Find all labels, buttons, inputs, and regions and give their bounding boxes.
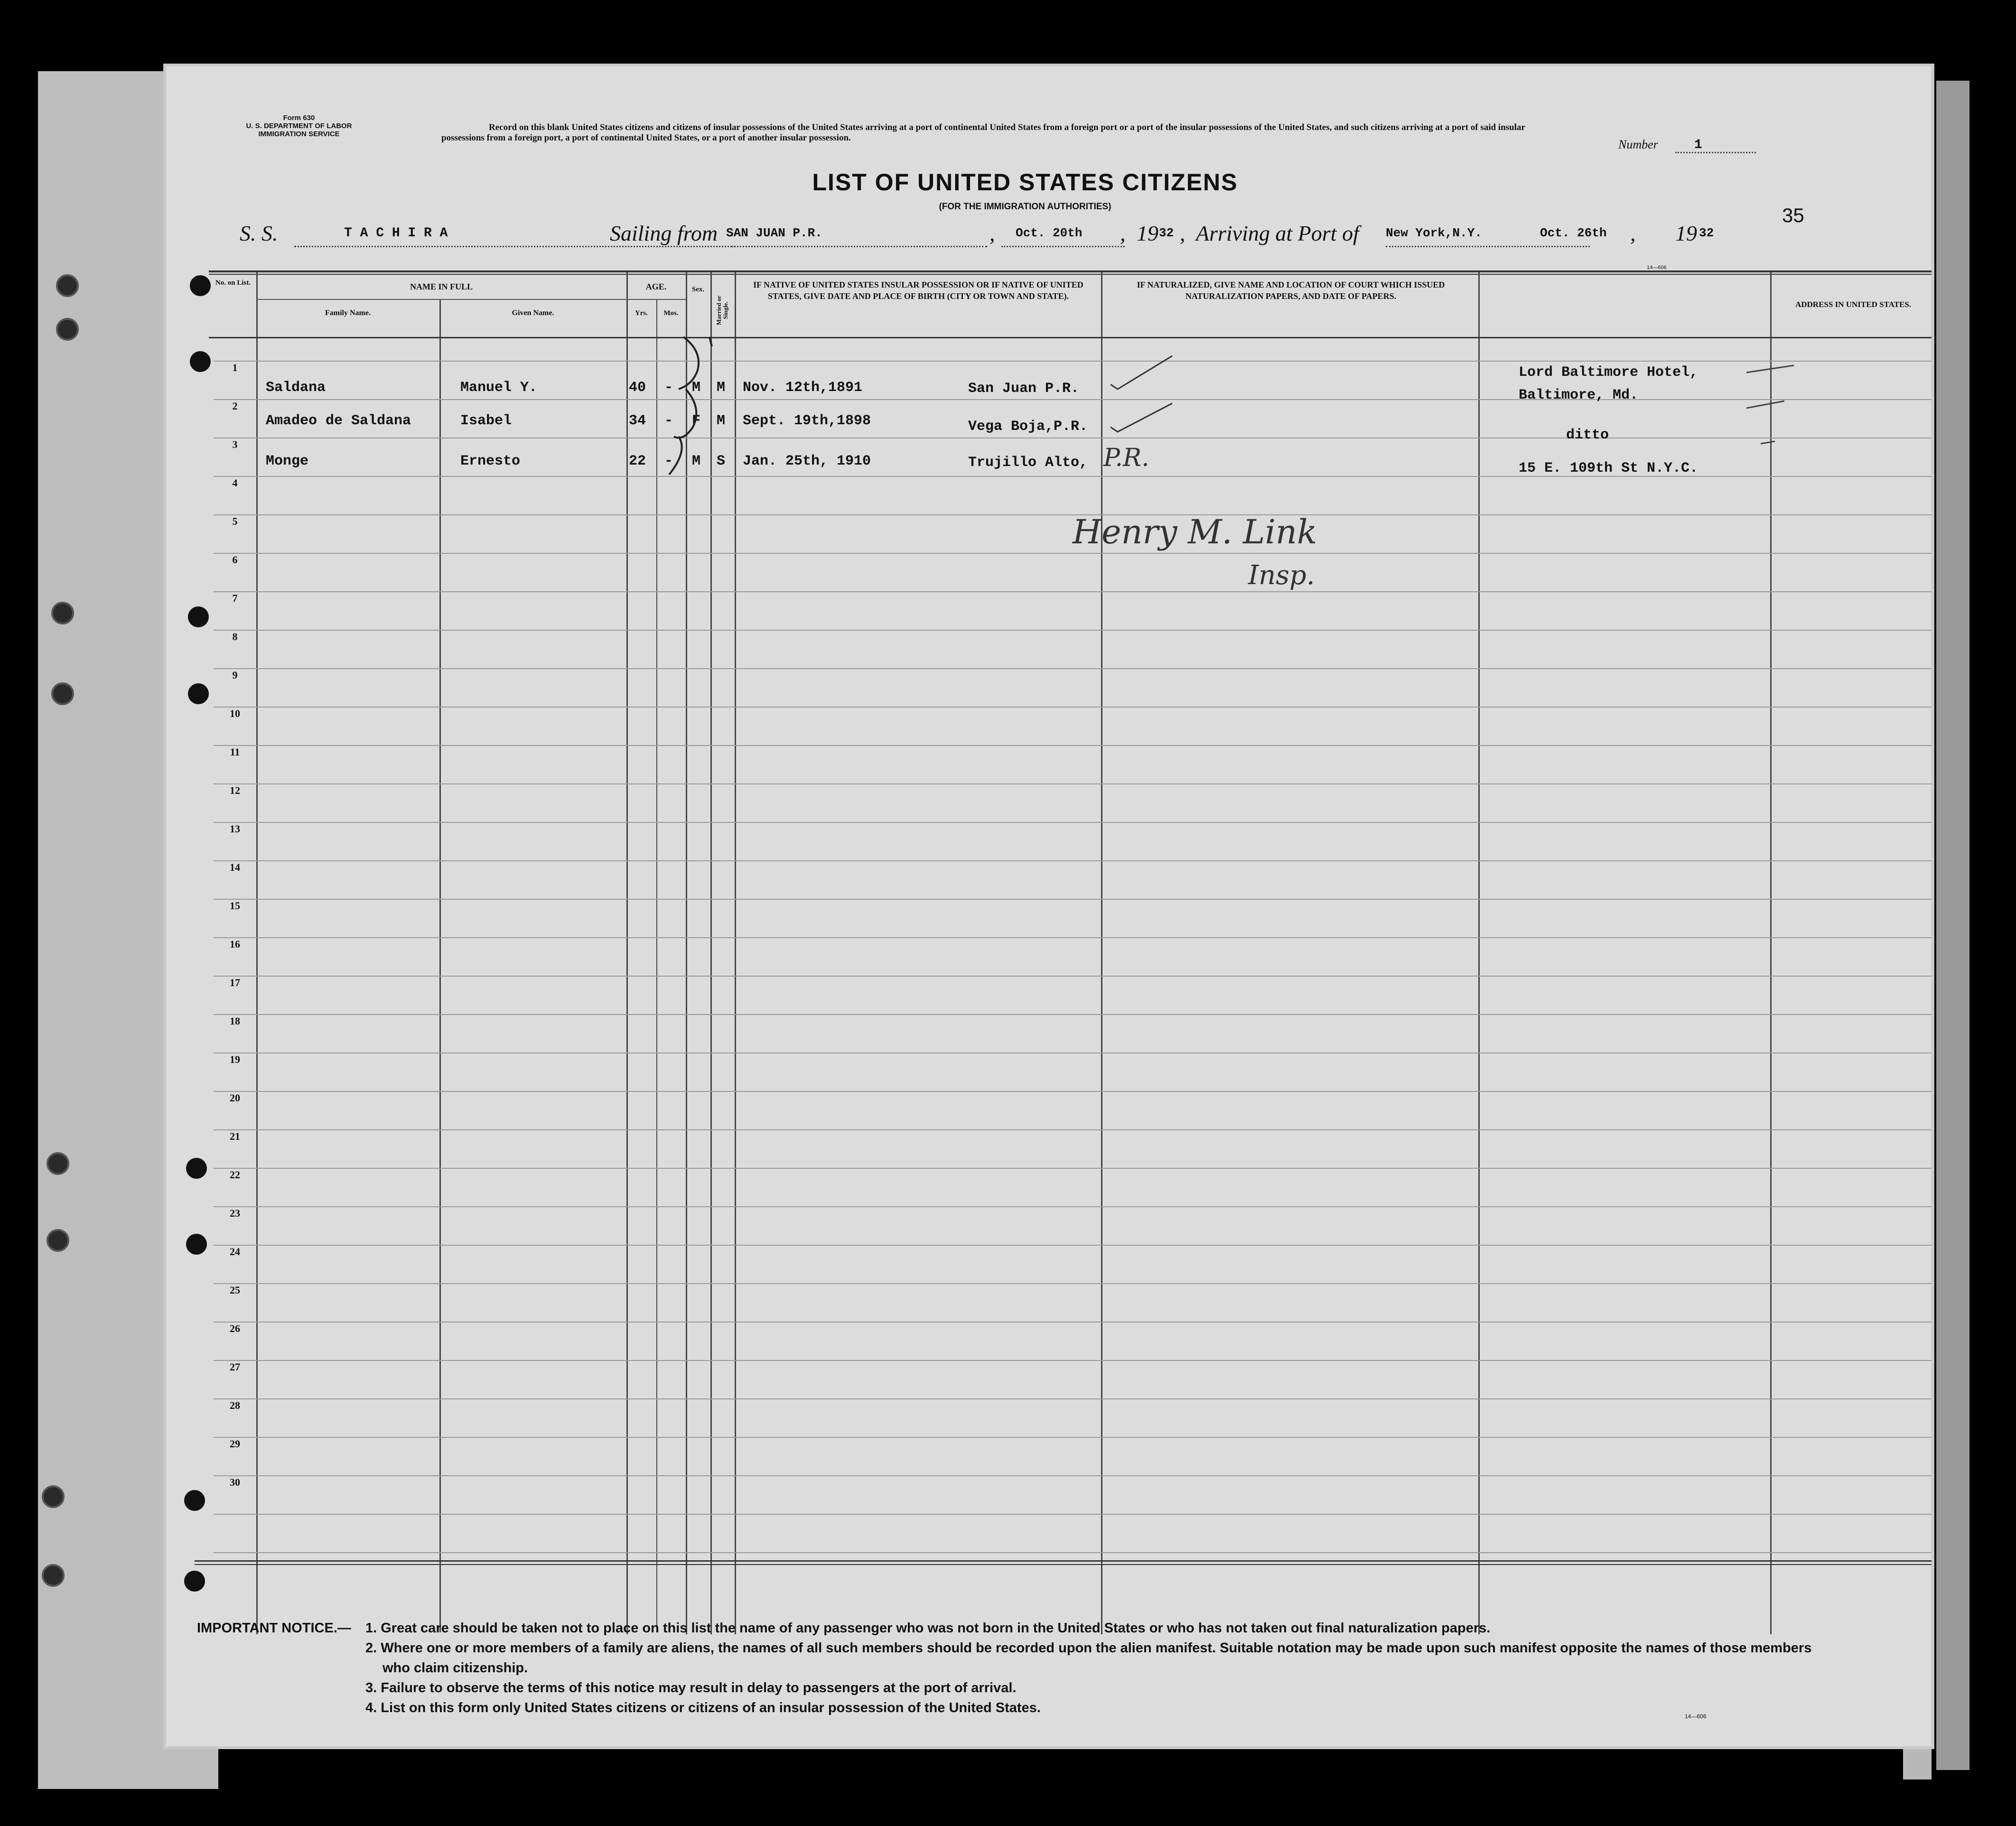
row-number: 15 <box>230 900 240 912</box>
print-code: 14—606 <box>1647 265 1667 270</box>
row-1-family-name: Saldana <box>266 380 326 396</box>
ruled-line <box>214 630 1932 631</box>
row-4-address: 15 E. 109th St N.Y.C. <box>1519 460 1699 476</box>
ruled-line <box>214 1514 1932 1515</box>
sailing-date-line <box>1001 246 1125 247</box>
col-header-family-name: Family Name. <box>325 309 371 317</box>
arrival-year-prefix: 19 <box>1675 221 1697 245</box>
col-header-yrs: Yrs. <box>635 309 648 317</box>
row-number: 30 <box>230 1476 240 1488</box>
inspector-title: Insp. <box>1248 560 1315 591</box>
binder-hole <box>51 602 74 624</box>
arriving-label: Arriving at Port of <box>1196 221 1359 245</box>
ship-line <box>294 246 736 247</box>
ruled-line <box>214 1398 1932 1399</box>
ruled-line <box>214 1437 1932 1438</box>
row-number: 28 <box>230 1399 240 1411</box>
col-header-birth: IF NATIVE OF UNITED STATES INSULAR POSSESSION OR IF NATIVE OF UNITED STATES, GIVE DATE AND PLACE OF BIRTH (CITY OR TOWN AND STATE). <box>753 280 1083 301</box>
ruled-line <box>214 822 1932 823</box>
row-number: 24 <box>230 1246 240 1258</box>
table-bottom-rule <box>195 1564 1932 1565</box>
sailing-year-prefix: 19 <box>1137 221 1158 245</box>
row-3-marital: S <box>717 453 726 469</box>
number-line <box>1675 152 1756 153</box>
col-header-given-name: Given Name. <box>512 309 554 317</box>
col-separator <box>439 299 441 1632</box>
ruled-line <box>214 707 1932 708</box>
ruled-line <box>214 1322 1932 1323</box>
row-3-family-name: Monge <box>266 453 309 469</box>
row-number: 1 <box>232 362 238 373</box>
check-mark <box>1746 361 1803 460</box>
row-number: 5 <box>232 515 238 527</box>
table-top-rule <box>209 274 1932 275</box>
ss-label: S. S. <box>240 221 278 245</box>
row-3-age-months: - <box>664 453 673 469</box>
row-number: 12 <box>230 784 240 796</box>
sailing-port: SAN JUAN P.R. <box>726 226 822 240</box>
comma: , <box>1180 221 1185 245</box>
binder-hole <box>56 318 79 341</box>
col-separator <box>656 299 657 1632</box>
binder-hole <box>42 1485 65 1508</box>
binder-hole <box>42 1564 65 1587</box>
punch-hole <box>186 1158 207 1179</box>
ruled-line <box>214 1206 1932 1207</box>
notice-item-3: 3. Failure to observe the terms of this notice may result in delay to passengers at the port of arrival. <box>365 1680 1017 1696</box>
row-2-birth-date: Sept. 19th,1898 <box>743 413 871 429</box>
binder-hole <box>47 1229 69 1252</box>
row-number: 21 <box>230 1130 240 1142</box>
punch-hole <box>190 351 211 372</box>
notice-item-2: 2. Where one or more members of a family are aliens, the names of all such members should be recorded upon the alien manifest. Suitable notation may be made upon such manifest opposite the names of those members who claim citizenship. <box>365 1640 1812 1676</box>
row-number: 8 <box>232 631 238 643</box>
form-number-block <box>209 114 389 138</box>
page-number: 35 <box>1782 204 1804 226</box>
row-3-birth-date: Jan. 25th, 1910 <box>743 453 871 469</box>
ruled-line <box>214 976 1932 977</box>
row-1-birth-date: Nov. 12th,1891 <box>743 380 863 396</box>
row-1-marital: M <box>717 380 726 396</box>
row-number: 3 <box>232 438 238 450</box>
row-2-marital: M <box>717 413 726 429</box>
department-name: U. S. DEPARTMENT OF LABOR <box>246 122 352 130</box>
row-number: 23 <box>230 1207 240 1219</box>
ruled-line <box>214 860 1932 861</box>
underlying-sheet-edge <box>1936 81 1969 1770</box>
row-2-birth-place: Vega Boja,P.R. <box>968 419 1088 435</box>
header-bottom-rule <box>209 337 1932 338</box>
punch-hole <box>190 275 211 296</box>
row-number: 13 <box>230 823 240 835</box>
binder-hole <box>47 1152 69 1175</box>
row-3-age-years: 22 <box>629 453 646 469</box>
inspector-signature: Henry M. Link <box>1073 512 1317 551</box>
row-number: 29 <box>230 1438 240 1450</box>
ruled-line <box>214 1475 1932 1476</box>
ruled-line <box>214 361 1932 362</box>
row-number: 18 <box>230 1015 240 1027</box>
ruled-line <box>214 399 1932 400</box>
row-2-family-name: Amadeo de Saldana <box>266 413 411 429</box>
sailing-label: Sailing from <box>610 221 718 245</box>
col-header-name-in-full: NAME IN FULL <box>410 282 473 291</box>
row-number: 26 <box>230 1323 240 1334</box>
binder-hole <box>56 274 79 297</box>
row-1-age-years: 40 <box>629 380 646 396</box>
sailing-port-line <box>731 246 987 247</box>
row-number: 20 <box>230 1092 240 1104</box>
check-mark <box>1111 351 1182 441</box>
col-header-age: AGE. <box>645 282 667 291</box>
sailing-year: 32 <box>1159 226 1174 240</box>
page-title: LIST OF UNITED STATES CITIZENS <box>812 169 1238 196</box>
number-value: 1 <box>1694 138 1702 152</box>
comma: , <box>989 221 995 245</box>
row-number: 2 <box>232 400 238 412</box>
comma: , <box>1630 221 1636 245</box>
arrival-year: 32 <box>1699 226 1714 240</box>
ruled-line <box>214 553 1932 554</box>
punch-hole <box>188 606 209 627</box>
col-header-mos: Mos. <box>663 309 679 317</box>
important-notice <box>197 1618 1858 1715</box>
row-number: 27 <box>230 1361 240 1373</box>
ruled-line <box>214 937 1932 938</box>
row-2-address: Baltimore, Md. <box>1519 387 1639 403</box>
row-3-sex: M <box>692 453 701 469</box>
number-label: Number <box>1618 138 1658 151</box>
col-header-married-single: Married or Single. <box>715 295 729 326</box>
col-header-naturalized: IF NATURALIZED, GIVE NAME AND LOCATION OF COURT WHICH ISSUED NATURALIZATION PAPERS, AND DATE OF PAPERS. <box>1137 280 1445 301</box>
col-header-sex: Sex. <box>691 286 705 293</box>
ruled-line <box>214 1014 1932 1015</box>
comma: , <box>1120 221 1126 245</box>
check-marks <box>650 332 726 484</box>
row-1-birth-place: San Juan P.R. <box>968 381 1080 397</box>
row-number: 4 <box>232 477 238 489</box>
sailing-date: Oct. 20th <box>1016 226 1083 240</box>
punch-hole <box>184 1571 205 1592</box>
row-1-age-months: - <box>664 380 673 396</box>
ruled-line <box>214 1168 1932 1169</box>
row-2-age-months: - <box>664 413 673 429</box>
ship-name: T A C H I R A <box>344 226 448 241</box>
form-instructions: Record on this blank United States citizens and citizens of insular possessions of the United States arriving at a port of continental United States from a foreign port or a port of the insular possessions of the United States, and such citizens arriving at a port of said insular possessions from a foreign port, a port of continental United States, or a port of another insular possession. <box>441 122 1525 143</box>
row-3-given-name: Ernesto <box>460 453 521 469</box>
row-number: 22 <box>230 1169 240 1181</box>
ruled-line <box>214 668 1932 669</box>
notice-item-1: 1. Great care should be taken not to place on this list the name of any passenger who was not born in the United States or who has not taken out final naturalization papers. <box>365 1621 1491 1636</box>
punch-hole <box>188 683 209 704</box>
row-number: 10 <box>230 708 240 719</box>
row-number: 16 <box>230 938 240 950</box>
col-header-no: No. on List. <box>215 279 251 287</box>
row-1-address: Lord Baltimore Hotel, <box>1519 364 1699 381</box>
arrival-date: Oct. 26th <box>1540 226 1607 240</box>
table-bottom-rule <box>195 1560 1932 1562</box>
row-number: 6 <box>232 554 238 566</box>
form-number: Form 630 <box>283 114 315 122</box>
notice-label: IMPORTANT NOTICE.— <box>197 1621 351 1636</box>
row-number: 7 <box>232 592 238 604</box>
ruled-line <box>214 1129 1932 1130</box>
ruled-line <box>214 1245 1932 1246</box>
row-2-sex: F <box>692 413 701 429</box>
notice-code: 14—606 <box>1685 1713 1707 1720</box>
row-number: 17 <box>230 977 240 988</box>
row-2-given-name: Isabel <box>460 413 512 429</box>
manifest-page <box>166 66 1932 1746</box>
binder-hole <box>51 682 74 705</box>
ruled-line <box>214 1091 1932 1092</box>
punch-hole <box>184 1490 205 1511</box>
row-2-age-years: 34 <box>629 413 646 429</box>
row-1-sex: M <box>692 380 701 396</box>
row-3-address: ditto <box>1566 427 1609 443</box>
birth-place-mark: P.R. <box>1103 444 1149 472</box>
col-header-address: ADDRESS IN UNITED STATES. <box>1795 300 1912 309</box>
ruled-line <box>214 899 1932 900</box>
punch-hole <box>186 1234 207 1255</box>
ruled-line <box>214 745 1932 746</box>
notice-item-4: 4. List on this form only United States citizens or citizens of an insular possession of the United States. <box>365 1700 1041 1715</box>
ruled-line <box>214 1360 1932 1361</box>
row-number: 19 <box>230 1053 240 1065</box>
row-3-birth-place: Trujillo Alto, <box>968 455 1088 471</box>
row-number: 9 <box>232 669 238 681</box>
ruled-line <box>214 1552 1932 1553</box>
row-number: 11 <box>230 746 240 758</box>
table-top-rule <box>209 270 1932 272</box>
ruled-line <box>214 591 1932 592</box>
header-divider <box>256 299 686 300</box>
arrival-port-line <box>1386 246 1590 247</box>
page-subtitle: (FOR THE IMMIGRATION AUTHORITIES) <box>939 202 1111 212</box>
ruled-line <box>214 783 1932 784</box>
row-number: 25 <box>230 1284 240 1296</box>
row-number: 14 <box>230 861 240 873</box>
service-name: IMMIGRATION SERVICE <box>258 130 340 138</box>
arrival-port: New York,N.Y. <box>1386 226 1482 240</box>
row-1-given-name: Manuel Y. <box>460 380 538 396</box>
ruled-line <box>214 1283 1932 1284</box>
